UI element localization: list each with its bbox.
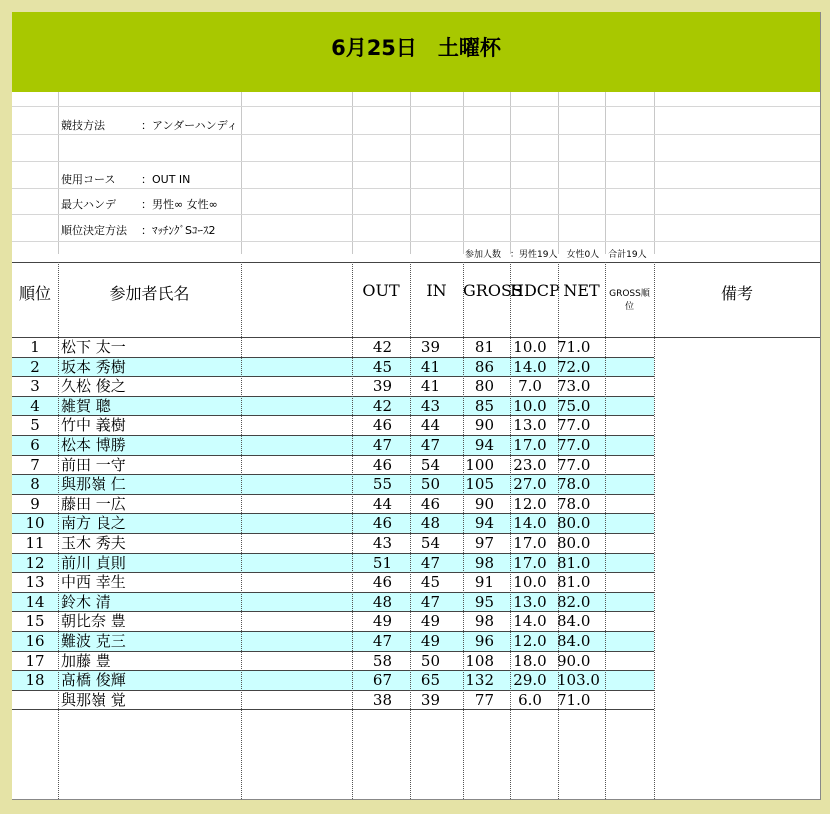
results-sheet <box>12 12 821 800</box>
rank-cell: 3 <box>30 377 40 396</box>
in-score: 49 <box>420 612 440 631</box>
handicap: 17.0 <box>513 553 547 572</box>
out-score: 51 <box>372 553 392 572</box>
rank-cell: 4 <box>30 396 40 415</box>
gross-score: 86 <box>474 357 494 376</box>
player-name: 加藤 豊 <box>61 651 111 670</box>
header-net: NET <box>563 281 600 300</box>
net-score: 81.0 <box>557 553 591 572</box>
out-score: 42 <box>372 338 392 356</box>
info-max-handicap <box>61 196 218 212</box>
in-score: 65 <box>420 671 440 690</box>
rank-cell: 13 <box>25 573 45 592</box>
header-rank: 順位 <box>18 284 51 303</box>
out-score: 46 <box>372 455 392 474</box>
gross-score: 95 <box>474 592 494 611</box>
info-label: 使用コース <box>61 173 116 186</box>
in-score: 44 <box>420 416 440 435</box>
info-value: ：男性∞ 女性∞ <box>141 198 218 211</box>
info-ranking-method <box>61 222 216 238</box>
gross-score: 91 <box>474 573 494 592</box>
handicap: 10.0 <box>513 573 547 592</box>
info-label: 最大ハンデ <box>61 198 116 211</box>
player-name: 雑賀 聰 <box>61 396 111 415</box>
rank-cell: 6 <box>30 436 40 454</box>
in-score: 43 <box>420 396 440 415</box>
in-score: 49 <box>420 632 440 650</box>
net-score: 78.0 <box>557 494 591 513</box>
in-score: 41 <box>420 357 440 376</box>
handicap: 13.0 <box>513 416 547 435</box>
rank-cell: 9 <box>30 494 40 513</box>
net-score: 77.0 <box>557 436 591 454</box>
out-score: 67 <box>372 671 392 690</box>
rank-cell: 18 <box>25 671 45 690</box>
in-score: 41 <box>420 377 440 396</box>
gross-score: 81 <box>474 338 494 356</box>
handicap: 17.0 <box>513 534 547 552</box>
header-name: 参加者氏名 <box>109 284 190 303</box>
gross-score: 132 <box>465 671 494 690</box>
player-name: 久松 俊之 <box>61 377 126 396</box>
rank-cell: 2 <box>30 357 40 376</box>
gross-score: 97 <box>474 534 494 552</box>
out-score: 42 <box>372 396 392 415</box>
out-score: 38 <box>372 690 392 709</box>
net-score: 73.0 <box>557 377 591 396</box>
gross-score: 90 <box>474 494 494 513</box>
out-score: 44 <box>372 494 392 513</box>
rank-cell: 1 <box>30 338 40 356</box>
out-score: 46 <box>372 514 392 533</box>
rank-cell: 10 <box>25 514 45 533</box>
rank-cell: 7 <box>30 455 40 474</box>
gross-score: 80 <box>474 377 494 396</box>
player-name: 竹中 義樹 <box>61 416 126 435</box>
player-name: 鈴木 清 <box>61 592 111 611</box>
gross-score: 94 <box>474 436 494 454</box>
player-name: 中西 幸生 <box>61 573 126 592</box>
out-score: 47 <box>372 632 392 650</box>
out-score: 48 <box>372 592 392 611</box>
gross-score: 100 <box>465 455 494 474</box>
gross-score: 98 <box>474 612 494 631</box>
player-name: 朝比奈 豊 <box>61 612 126 631</box>
net-score: 71.0 <box>557 338 591 356</box>
handicap: 23.0 <box>513 455 547 474</box>
rank-cell: 12 <box>25 553 45 572</box>
info-value: ：ﾏｯﾁﾝｸﾞSｺｰｽ2 <box>141 224 216 237</box>
handicap: 12.0 <box>513 494 547 513</box>
rank-cell: 14 <box>25 592 45 611</box>
info-label: 競技方法 <box>61 119 105 132</box>
title-banner <box>12 12 820 92</box>
header-hdcp: HDCP <box>510 281 560 300</box>
net-score: 80.0 <box>557 534 591 552</box>
in-score: 39 <box>420 690 440 709</box>
header-in: IN <box>426 281 447 300</box>
gross-score: 77 <box>474 690 494 709</box>
handicap: 10.0 <box>513 338 547 356</box>
in-score: 45 <box>420 573 440 592</box>
handicap: 7.0 <box>518 377 542 396</box>
page-title: 6月25日 土曜杯 <box>331 36 501 60</box>
gross-score: 98 <box>474 553 494 572</box>
player-name: 南方 良之 <box>61 514 126 533</box>
in-score: 54 <box>420 455 440 474</box>
out-score: 49 <box>372 612 392 631</box>
header-out: OUT <box>362 281 400 300</box>
net-score: 80.0 <box>557 514 591 533</box>
player-name: 藤田 一広 <box>61 494 126 513</box>
handicap: 10.0 <box>513 396 547 415</box>
gross-score: 96 <box>474 632 494 650</box>
net-score: 103.0 <box>557 671 600 690</box>
info-method <box>61 117 238 133</box>
out-score: 46 <box>372 573 392 592</box>
out-score: 55 <box>372 475 392 494</box>
handicap: 27.0 <box>513 475 547 494</box>
net-score: 82.0 <box>557 592 591 611</box>
net-score: 81.0 <box>557 573 591 592</box>
gross-score: 105 <box>465 475 494 494</box>
gross-score: 108 <box>465 651 494 670</box>
header-remarks: 備考 <box>720 284 753 303</box>
in-score: 54 <box>420 534 440 552</box>
out-score: 43 <box>372 534 392 552</box>
rank-cell: 11 <box>25 534 45 552</box>
player-name: 坂本 秀樹 <box>61 357 126 376</box>
net-score: 84.0 <box>557 612 591 631</box>
player-name: 難波 克三 <box>61 632 126 650</box>
rank-cell: 16 <box>25 632 45 650</box>
rank-cell: 15 <box>25 612 45 631</box>
handicap: 6.0 <box>518 690 542 709</box>
handicap: 14.0 <box>513 357 547 376</box>
in-score: 47 <box>420 436 440 454</box>
gross-score: 94 <box>474 514 494 533</box>
player-name: 松本 博勝 <box>61 436 126 454</box>
results-grid <box>12 92 820 799</box>
out-score: 45 <box>372 357 392 376</box>
in-score: 46 <box>420 494 440 513</box>
in-score: 50 <box>420 475 440 494</box>
header-gross-rank: GROSS順位 <box>609 289 650 312</box>
rank-cell: 8 <box>30 475 40 494</box>
gross-score: 85 <box>474 396 494 415</box>
in-score: 39 <box>420 338 440 356</box>
handicap: 14.0 <box>513 612 547 631</box>
player-name: 與那嶺 仁 <box>61 475 126 494</box>
info-value: ：OUT IN <box>141 173 191 186</box>
handicap: 18.0 <box>513 651 547 670</box>
info-value: ：アンダーハンディ <box>141 119 238 132</box>
rank-cell: 17 <box>25 651 45 670</box>
player-name: 前川 貞則 <box>61 553 126 572</box>
handicap: 29.0 <box>513 671 547 690</box>
handicap: 17.0 <box>513 436 547 454</box>
net-score: 78.0 <box>557 475 591 494</box>
out-score: 39 <box>372 377 392 396</box>
handicap: 13.0 <box>513 592 547 611</box>
gross-score: 90 <box>474 416 494 435</box>
participant-summary: 参加人数 ：男性19人 女性0人 合計19人 <box>465 250 647 260</box>
player-name: 前田 一守 <box>61 455 126 474</box>
net-score: 84.0 <box>557 632 591 650</box>
net-score: 90.0 <box>557 651 591 670</box>
net-score: 71.0 <box>557 690 591 709</box>
out-score: 46 <box>372 416 392 435</box>
in-score: 47 <box>420 592 440 611</box>
player-name: 玉木 秀夫 <box>61 534 126 552</box>
net-score: 72.0 <box>557 357 591 376</box>
header-gross: GROSS <box>463 281 523 300</box>
in-score: 48 <box>420 514 440 533</box>
player-name: 與那嶺 覚 <box>61 690 126 709</box>
info-course <box>61 171 191 187</box>
rank-cell: 5 <box>30 416 40 435</box>
info-label: 順位決定方法 <box>61 224 127 237</box>
net-score: 77.0 <box>557 455 591 474</box>
net-score: 75.0 <box>557 396 591 415</box>
player-name: 髙橋 俊輝 <box>61 671 126 690</box>
out-score: 47 <box>372 436 392 454</box>
out-score: 58 <box>372 651 392 670</box>
handicap: 14.0 <box>513 514 547 533</box>
in-score: 47 <box>420 553 440 572</box>
rank-cell <box>12 691 58 710</box>
net-score: 77.0 <box>557 416 591 435</box>
in-score: 50 <box>420 651 440 670</box>
player-name: 松下 太一 <box>61 338 126 356</box>
handicap: 12.0 <box>513 632 547 650</box>
